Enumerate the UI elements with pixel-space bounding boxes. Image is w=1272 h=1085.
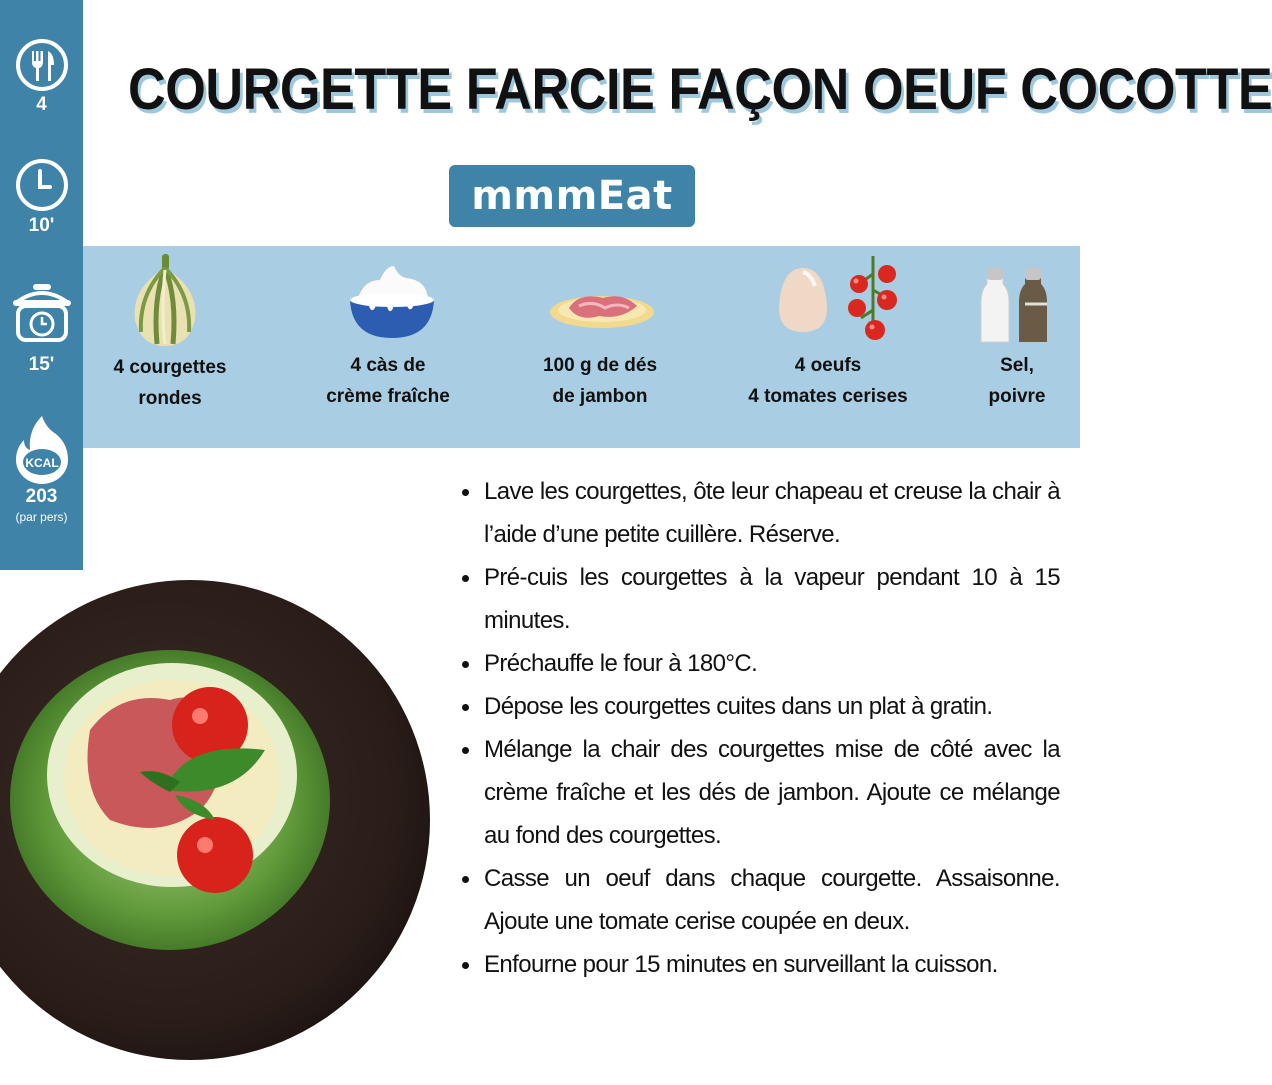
instructions-list bbox=[462, 470, 1060, 986]
round-courgette-icon bbox=[127, 252, 203, 348]
stuffed-courgette-image bbox=[0, 570, 450, 1080]
calories-info bbox=[0, 414, 83, 524]
brand-logo: mmmEat bbox=[449, 165, 695, 227]
cooker-icon bbox=[9, 282, 75, 346]
servings-info bbox=[0, 38, 83, 116]
ingredient-jambon-label bbox=[525, 350, 675, 412]
dish-photo bbox=[0, 570, 450, 1080]
instruction-step: Casse un oeuf dans chaque courgette. Assaisonne. Ajoute une tomate cerise coupée en deux. bbox=[462, 857, 1060, 943]
ingredient-line1: 100 g de dés bbox=[542, 355, 658, 376]
ingredient-line1: 4 oeufs bbox=[794, 355, 862, 376]
cook-time-info bbox=[0, 282, 83, 376]
instruction-step: Enfourne pour 15 minutes en surveillant la cuisson. bbox=[462, 943, 1060, 986]
ingredient-creme-label bbox=[313, 350, 463, 412]
ingredient-courgettes-label bbox=[105, 352, 235, 414]
ingredient-line1: 4 càs de bbox=[350, 355, 426, 376]
prep-time-info bbox=[0, 157, 83, 237]
instruction-step: Pré-cuis les courgettes à la vapeur pendant 10 à 15 minutes. bbox=[462, 556, 1060, 642]
ingredient-line2: poivre bbox=[988, 386, 1046, 407]
salt-pepper-icon bbox=[981, 264, 1051, 346]
ingredient-line1: 4 courgettes bbox=[113, 357, 227, 378]
ingredient-line2: crème fraîche bbox=[326, 386, 450, 407]
ham-plate-icon bbox=[549, 290, 655, 330]
instruction-step: Dépose les courgettes cuites dans un plat à gratin. bbox=[462, 685, 1060, 728]
instruction-step: Mélange la chair des courgettes mise de côté avec la crème fraîche et les dés de jambon. Ajoute ce mélange au fond des courgettes. bbox=[462, 728, 1060, 857]
servings-value: 4 bbox=[36, 94, 47, 115]
ingredient-line2: rondes bbox=[138, 388, 202, 409]
ingredient-oeufs-label bbox=[723, 350, 933, 412]
kcal-flame-icon bbox=[11, 414, 73, 486]
instruction-step: Lave les courgettes, ôte leur chapeau et creuse la chair à l’aide d’une petite cuillère. Réserve. bbox=[462, 470, 1060, 556]
recipe-title: COURGETTE FARCIE FAÇON OEUF COCOTTE bbox=[128, 57, 1272, 122]
cook-time-value: 15' bbox=[28, 354, 55, 375]
cutlery-icon bbox=[15, 38, 69, 92]
ingredient-line2: 4 tomates cerises bbox=[748, 386, 908, 407]
calories-unit: (par pers) bbox=[15, 510, 68, 524]
ingredient-line2: de jambon bbox=[552, 386, 648, 407]
cream-bowl-icon bbox=[348, 264, 436, 340]
ingredient-line1: Sel, bbox=[1000, 355, 1034, 376]
ingredients-band bbox=[83, 246, 1080, 448]
ingredient-sel-label bbox=[971, 350, 1063, 412]
recipe-info-sidebar bbox=[0, 0, 83, 620]
egg-tomatoes-icon bbox=[777, 254, 907, 344]
clock-icon bbox=[14, 157, 70, 213]
instruction-step: Préchauffe le four à 180°C. bbox=[462, 642, 1060, 685]
kcal-badge: KCAL bbox=[24, 456, 59, 470]
prep-time-value: 10' bbox=[28, 215, 55, 236]
calories-value: 203 bbox=[25, 486, 58, 507]
